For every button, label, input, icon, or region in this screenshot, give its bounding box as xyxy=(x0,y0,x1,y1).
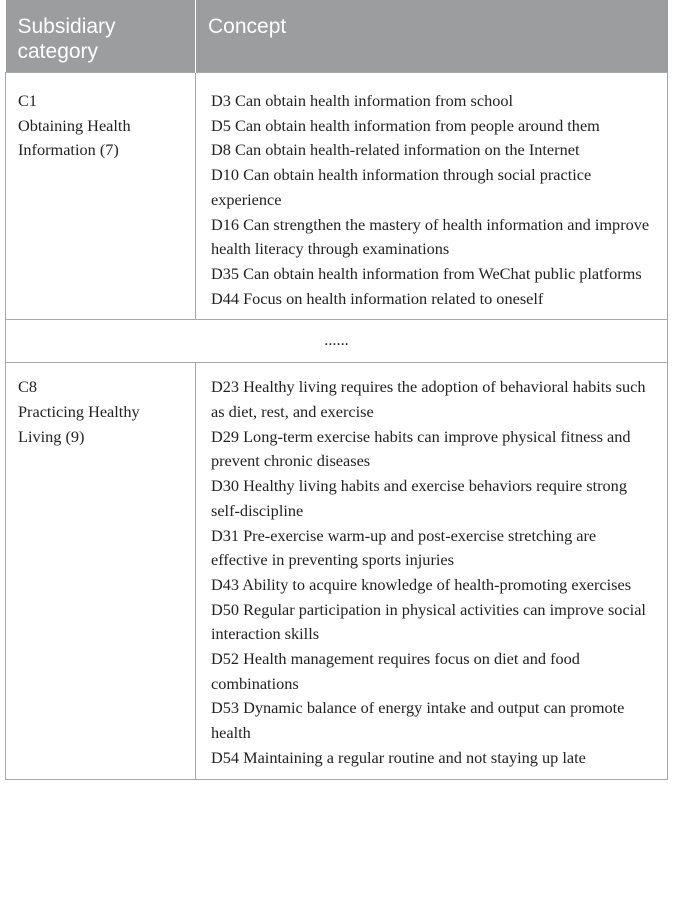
category-name: Obtaining Health Information (7) xyxy=(18,115,131,160)
concept-d29: D29 Long-term exercise habits can improve physical fitness and prevent chronic diseases xyxy=(211,426,631,471)
table-row-c8 xyxy=(6,363,668,779)
category-code: C1 xyxy=(18,91,38,110)
table-row-c1 xyxy=(6,73,668,320)
concept-d3: D3 Can obtain health information from school xyxy=(211,91,514,110)
concept-cell-c1 xyxy=(196,73,668,320)
table-body xyxy=(6,73,668,780)
concept-d53: D53 Dynamic balance of energy intake and output can promote health xyxy=(211,698,625,743)
table-header xyxy=(6,0,668,73)
concept-d5: D5 Can obtain health information from people around them xyxy=(211,115,600,135)
concept-d10: D10 Can obtain health information through social practice experience xyxy=(211,165,592,209)
concept-d54: D54 Maintaining a regular routine and not staying up late xyxy=(211,747,586,767)
table-row-ellipsis xyxy=(6,320,668,363)
concept-d35: D35 Can obtain health information from WeChat public platforms xyxy=(211,263,642,283)
header-subsidiary-category: Subsidiary category xyxy=(6,0,196,73)
header-concept: Concept xyxy=(196,0,668,73)
category-cell-c8 xyxy=(6,363,196,779)
concept-d23: D23 Healthy living requires the adoption of behavioral habits such as diet, rest, and exercise xyxy=(211,377,646,422)
concept-d16: D16 Can strengthen the mastery of health information and improve health literacy through examinations xyxy=(211,214,650,259)
concept-d8: D8 Can obtain health-related information on the Internet xyxy=(211,140,580,160)
concept-d31: D31 Pre-exercise warm-up and post-exercise stretching are effective in preventing sports injuries xyxy=(211,525,597,570)
concept-d50: D50 Regular participation in physical activities can improve social interaction skills xyxy=(211,599,646,644)
ellipsis-cell: ...... xyxy=(6,320,668,363)
category-code: C8 xyxy=(18,377,38,397)
concept-d43: D43 Ability to acquire knowledge of health-promoting exercises xyxy=(211,574,632,594)
header-row xyxy=(6,0,668,73)
concept-cell-c8 xyxy=(196,363,668,779)
concept-d44: D44 Focus on health information related to oneself xyxy=(211,288,544,308)
category-name: Practicing Healthy Living (9) xyxy=(18,402,140,446)
category-cell-c1 xyxy=(6,73,196,320)
concept-d30: D30 Healthy living habits and exercise behaviors require strong self-discipline xyxy=(211,476,627,520)
concept-d52: D52 Health management requires focus on diet and food combinations xyxy=(211,649,580,693)
concept-table xyxy=(5,0,668,780)
